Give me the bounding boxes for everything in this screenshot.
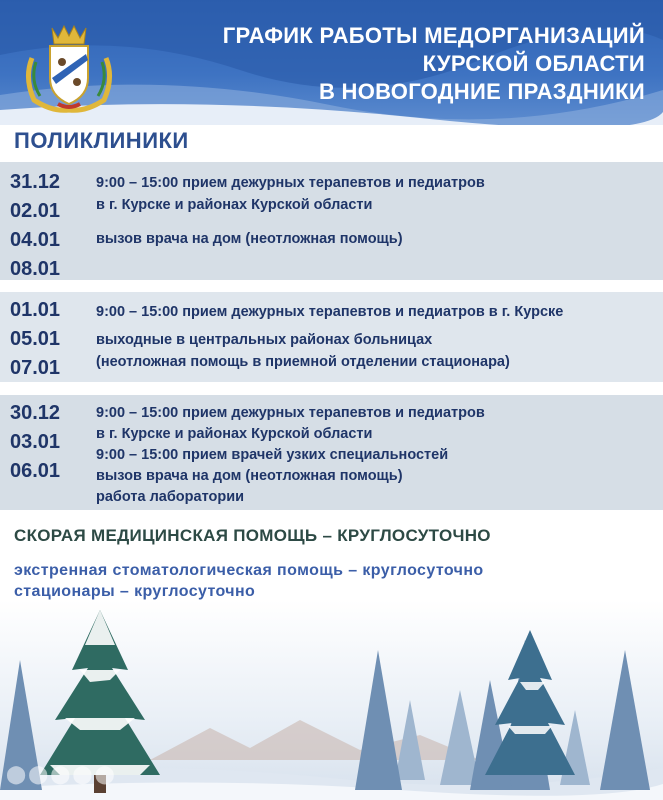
date-label: 04.01: [10, 229, 61, 251]
hospitals-notice: стационары – круглосуточно: [14, 583, 256, 600]
description-line: работа лаборатории: [96, 489, 245, 505]
description-line: 9:00 – 15:00 прием дежурных терапевтов и педиатров: [96, 405, 485, 421]
schedule-description: [96, 403, 485, 508]
polyclinics-heading: ПОЛИКЛИНИКИ: [14, 128, 189, 153]
schedule-description: [96, 301, 563, 373]
date-label: 31.12: [10, 171, 61, 193]
description-line: 9:00 – 15:00 прием дежурных терапевтов и педиатров: [96, 175, 485, 191]
schedule-dates: [10, 168, 60, 284]
description-line: 9:00 – 15:00 прием врачей узких специальностей: [96, 447, 449, 463]
kursk-coat-of-arms-icon: [22, 18, 116, 114]
description-line: 9:00 – 15:00 прием дежурных терапевтов и педиатров в г. Курске: [96, 304, 564, 320]
title-line-3: В НОВОГОДНИЕ ПРАЗДНИКИ: [318, 79, 645, 104]
description-line: в г. Курске и районах Курской области: [96, 197, 373, 213]
title-line-1: ГРАФИК РАБОТЫ МЕДОРГАНИЗАЦИЙ: [222, 23, 645, 48]
date-label: 07.01: [10, 357, 61, 379]
date-label: 30.12: [10, 402, 61, 424]
date-label: 06.01: [10, 460, 61, 482]
description-line: вызов врача на дом (неотложная помощь): [96, 231, 403, 247]
dental-notice: экстренная стоматологическая помощь – круглосуточно: [14, 562, 484, 579]
schedule-description: [96, 172, 485, 250]
description-line: вызов врача на дом (неотложная помощь): [96, 468, 403, 484]
date-label: 08.01: [10, 258, 61, 280]
extra-services: [14, 560, 484, 602]
description-line: в г. Курске и районах Курской области: [96, 426, 373, 442]
date-label: 02.01: [10, 200, 61, 222]
watermark-logo: ⬤⬤⬤⬤⬤: [6, 764, 117, 784]
description-line: (неотложная помощь в приемной отделении стационара): [96, 354, 510, 370]
date-label: 03.01: [10, 431, 61, 453]
date-label: 05.01: [10, 328, 61, 350]
date-label: 01.01: [10, 299, 61, 321]
ambulance-notice: СКОРАЯ МЕДИЦИНСКАЯ ПОМОЩЬ – КРУГЛОСУТОЧНО: [14, 526, 491, 545]
schedule-block-2: [0, 292, 663, 382]
schedule-block-3: [0, 395, 663, 510]
schedule-block-1: [0, 162, 663, 280]
description-line: выходные в центральных районах больницах: [96, 332, 433, 348]
page-title: [125, 22, 645, 106]
schedule-dates: [10, 399, 60, 486]
header-banner: [0, 0, 663, 125]
title-line-2: КУРСКОЙ ОБЛАСТИ: [422, 51, 645, 76]
schedule-dates: [10, 296, 60, 383]
